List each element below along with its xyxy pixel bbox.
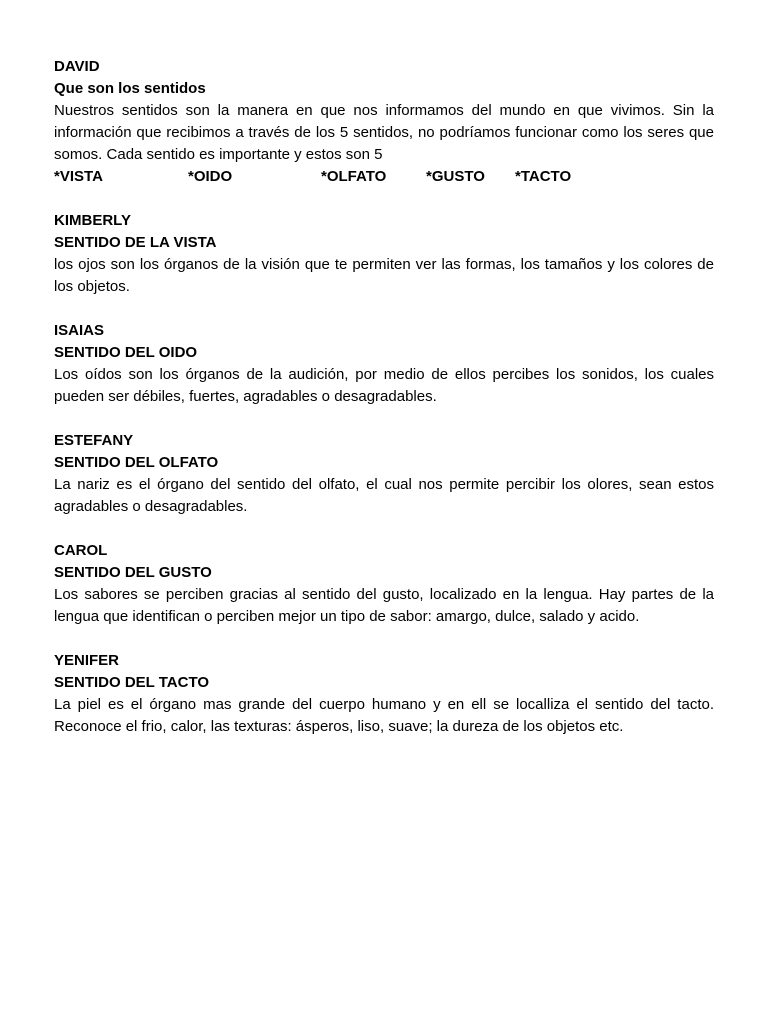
section-heading: SENTIDO DEL OLFATO: [54, 454, 219, 471]
senses-list: [54, 166, 714, 188]
section-body: La piel es el órgano mas grande del cuerpo humano y en ell se localliza el sentido del tacto. Reconoce el frio, calor, las texturas: ásperos, liso, suave; la dureza de los objetos etc.: [54, 696, 714, 735]
sense-item: *OLFATO: [321, 168, 387, 185]
author-name: DAVID: [54, 58, 100, 75]
sense-item: *TACTO: [515, 168, 572, 185]
section-body: Los sabores se perciben gracias al sentido del gusto, localizado en la lengua. Hay partes de la lengua que identifican o perciben mejor un tipo de sabor: amargo, dulce, salado y acido.: [54, 586, 714, 625]
section-heading: Que son los sentidos: [54, 80, 206, 97]
sense-item: *VISTA: [54, 168, 103, 185]
section-heading: SENTIDO DEL OIDO: [54, 344, 198, 361]
section-heading: SENTIDO DE LA VISTA: [54, 234, 217, 251]
section-isaias: [54, 320, 714, 408]
document-page: [54, 56, 714, 760]
author-name: CAROL: [54, 542, 108, 559]
sense-item: *OIDO: [188, 168, 233, 185]
section-yenifer: [54, 650, 714, 738]
section-estefany: [54, 430, 714, 518]
sense-item: *GUSTO: [426, 168, 485, 185]
section-body: Nuestros sentidos son la manera en que nos informamos del mundo en que vivimos. Sin la información que recibimos a través de los 5 sentidos, no podríamos funcionar como los seres que somos. Cada sentido es importante y estos son 5: [54, 102, 714, 163]
section-david: [54, 56, 714, 188]
section-kimberly: [54, 210, 714, 298]
section-body: La nariz es el órgano del sentido del olfato, el cual nos permite percibir los olores, sean estos agradables o desagradables.: [54, 476, 714, 515]
author-name: KIMBERLY: [54, 212, 131, 229]
author-name: ISAIAS: [54, 322, 105, 339]
section-carol: [54, 540, 714, 628]
author-name: YENIFER: [54, 652, 120, 669]
author-name: ESTEFANY: [54, 432, 134, 449]
section-body: los ojos son los órganos de la visión que te permiten ver las formas, los tamaños y los colores de los objetos.: [54, 256, 714, 295]
section-heading: SENTIDO DEL GUSTO: [54, 564, 212, 581]
section-heading: SENTIDO DEL TACTO: [54, 674, 210, 691]
section-body: Los oídos son los órganos de la audición, por medio de ellos percibes los sonidos, los cuales pueden ser débiles, fuertes, agradables o desagradables.: [54, 366, 714, 405]
